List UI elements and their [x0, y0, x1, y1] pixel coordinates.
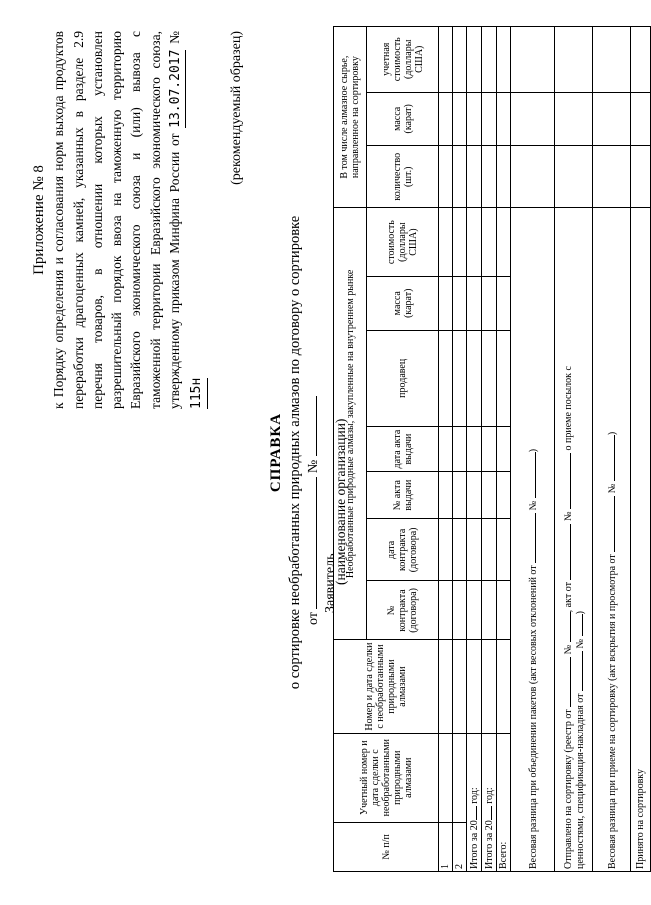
header-account: Учетный номер и дата сделки с необработанными природными алмазами	[334, 733, 439, 822]
header-seller: продавец	[367, 330, 439, 427]
sorting-table	[333, 26, 651, 872]
weight-diff-receive-label: Весовая разница при приеме на сортировку (акт вскрытия и просмотра от № )	[593, 208, 631, 872]
total-year-label: Итого за 20 год:	[467, 733, 482, 871]
appendix-text: к Порядку определения и согласования норм выхода продуктов переработки драгоценных камней, указанных в разделе 2.9 перечня товаров, в отношении которых установлен разрешительный порядок ввоза на таможенную территорию Евразийского экономического союза и (или) вывоза с таможенной территории Евразийского экономического союза, утвержденному приказом Минфина России от	[51, 31, 183, 409]
header-cost2: учетная стоимость (доллары США)	[367, 27, 439, 93]
document-subtitle: о сортировке необработанных природных алмазов по договору о сортировке	[287, 215, 303, 690]
table-row	[453, 27, 467, 872]
number-label: №	[306, 459, 321, 474]
header-contract-date: дата контракта (договора)	[367, 519, 439, 581]
header-qty: количество (шт.)	[367, 146, 439, 208]
header-num: № п/п	[334, 822, 439, 871]
appendix-order-number: 115н	[187, 378, 207, 409]
header-cost: стоимость (доллары США)	[367, 208, 439, 277]
appendix-block	[30, 31, 246, 409]
header-mass: масса (карат)	[367, 276, 439, 330]
accepted-row	[631, 27, 651, 872]
header-sorted-group: В том числе алмазное сырье, направленное на сортировку	[334, 27, 367, 208]
table-row	[439, 27, 453, 872]
sent-to-sorting-label: Отправлено на сортировку (реестр от № , акт от № о приеме посылок с ценностями, спецификация-накладная от № )	[555, 208, 593, 872]
header-deal: Номер и дата сделки с необработанными природными алмазами	[334, 640, 439, 733]
date-number-line	[304, 396, 322, 625]
appendix-title: Приложение № 8	[31, 165, 47, 275]
date-blank	[304, 477, 317, 609]
header-act-date: дата акта выдачи	[367, 427, 439, 472]
header-contract-no: № контракта (договора)	[367, 581, 439, 640]
weight-diff-merge-row	[511, 27, 555, 872]
appendix-date: 13.07.2017	[166, 50, 186, 128]
total-year-label: Итого за 20 год:	[482, 733, 497, 871]
row-number: 1	[439, 822, 453, 871]
recommended-note: (рекомендуемый образец)	[228, 31, 244, 185]
grand-total-row	[497, 27, 511, 872]
header-act-no: № акта выдачи	[367, 472, 439, 519]
grand-total-label: Всего:	[497, 733, 511, 871]
weight-diff-receive-row	[593, 27, 631, 872]
total-year-row	[482, 27, 497, 872]
header-purchased-group: Необработанные природные алмазы, закупленные на внутреннем рынке	[334, 208, 367, 640]
header-mass2: масса (карат)	[367, 92, 439, 146]
appendix-number-label: №	[167, 30, 183, 44]
accepted-label: Принято на сортировку	[631, 208, 651, 872]
row-number: 2	[453, 822, 467, 871]
number-blank	[304, 396, 317, 456]
appendix-body	[49, 31, 207, 409]
applicant-label: Заявитель	[323, 553, 338, 613]
sent-to-sorting-row	[555, 27, 593, 872]
from-label: от	[306, 612, 321, 625]
org-caption: (наименование организации)	[333, 418, 348, 585]
total-year-row	[467, 27, 482, 872]
document-title: СПРАВКА	[268, 412, 284, 493]
weight-diff-merge-label: Весовая разница при объединении пакетов (акт весовых отклонений от № )	[511, 208, 555, 872]
